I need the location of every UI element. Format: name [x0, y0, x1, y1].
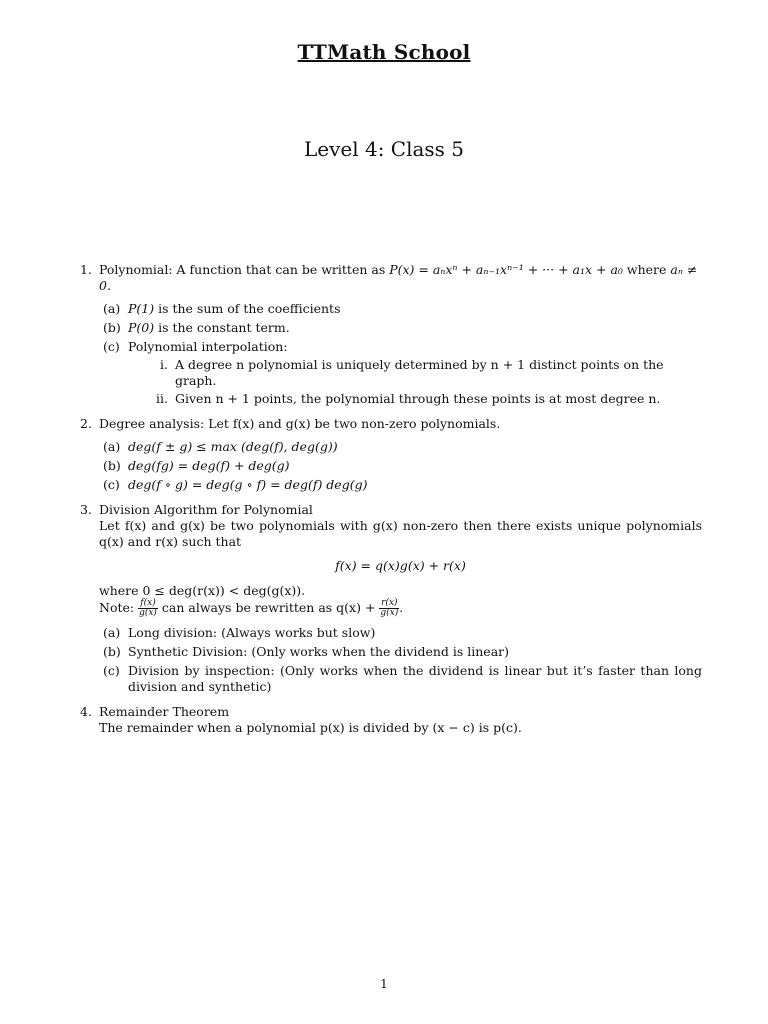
sub-item [99, 439, 702, 455]
level-title: Level 4: Class 5 [303, 137, 465, 161]
sub-item [99, 320, 702, 336]
item-title: Division Algorithm for Polynomial [99, 502, 313, 517]
list-item-1 [80, 262, 702, 407]
equation: f(x) = q(x)g(x) + r(x) [335, 558, 466, 573]
sub-item [99, 644, 702, 660]
math: P(1) [128, 301, 155, 316]
item-number: 1. [80, 262, 92, 277]
sub-label: (b) [103, 644, 121, 659]
fraction [138, 599, 158, 618]
sub-label: (a) [103, 439, 121, 454]
sub-item [99, 625, 702, 641]
sub-item [99, 477, 702, 493]
note-end: . [399, 600, 404, 615]
fraction-bottom: g(x) [380, 608, 399, 618]
text: Division by inspection: (Only works when the dividend is linear but it’s faster than long division and synthetic) [128, 663, 702, 694]
text: is the sum of the coefficients [154, 301, 341, 316]
text: is the constant term. [154, 320, 290, 335]
sub-label: (c) [103, 663, 120, 678]
condition: aₙ ≠ 0. [99, 262, 698, 293]
sub-label: (a) [103, 625, 121, 640]
text: where [622, 262, 671, 277]
sub-item [99, 663, 702, 695]
fraction-top: r(x) [381, 598, 398, 608]
sub-label: (b) [103, 458, 121, 473]
note-label: Note: [99, 600, 139, 615]
fraction-top: f(x) [138, 599, 158, 609]
item-number: 4. [80, 704, 92, 719]
page-number: 1 [380, 977, 388, 991]
sub-label: (b) [103, 320, 121, 335]
math: deg(fg) = deg(f) + deg(g) [128, 458, 290, 473]
subsub-label: i. [160, 357, 168, 372]
math: deg(f ∘ g) = deg(g ∘ f) = deg(f) deg(g) [128, 477, 368, 492]
note [99, 599, 702, 618]
item-number: 2. [80, 416, 92, 431]
subsub-list [128, 357, 702, 407]
where-text: where 0 ≤ deg(r(x)) < deg(g(x)). [99, 583, 306, 598]
item-text: Degree analysis: Let f(x) and g(x) be two non-zero polynomials. [99, 416, 501, 431]
sub-list [99, 439, 702, 493]
note-mid: can always be rewritten as q(x) + [157, 600, 380, 615]
text: Polynomial interpolation: [128, 339, 288, 354]
text: Long division: (Always works but slow) [128, 625, 376, 640]
fraction-bottom: g(x) [139, 608, 157, 618]
sub-label: (a) [103, 301, 121, 316]
content [80, 262, 702, 745]
item-body: Let f(x) and g(x) be two polynomials with g(x) non-zero then there exists unique polynomials q(x) and r(x) such that [99, 518, 702, 549]
sub-label: (c) [103, 477, 120, 492]
text: Synthetic Division: (Only works when the dividend is linear) [128, 644, 509, 659]
text: Given n + 1 points, the polynomial through these points is at most degree n. [175, 391, 661, 406]
list-item-4 [80, 704, 702, 736]
school-title: TTMath School [297, 40, 471, 64]
list-item-3 [80, 502, 702, 695]
list-item-2 [80, 416, 702, 493]
sub-item [99, 301, 702, 317]
sub-list [99, 625, 702, 695]
text: Polynomial: A function that can be written as [99, 262, 390, 277]
math: P(0) [128, 320, 155, 335]
item-title: Remainder Theorem [99, 704, 230, 719]
subsub-item [128, 391, 702, 407]
sub-item [99, 339, 702, 407]
item-text [99, 262, 702, 294]
item-body: The remainder when a polynomial p(x) is divided by (x − c) is p(c). [99, 720, 522, 735]
subsub-label: ii. [156, 391, 168, 406]
sub-item [99, 458, 702, 474]
sub-label: (c) [103, 339, 120, 354]
subsub-item [128, 357, 702, 389]
sub-list [99, 301, 702, 407]
math: deg(f ± g) ≤ max (deg(f), deg(g)) [128, 439, 338, 454]
text: A degree n polynomial is uniquely determined by n + 1 distinct points on the graph. [175, 357, 664, 388]
item-number: 3. [80, 502, 92, 517]
fraction [379, 599, 399, 618]
formula: P(x) = aₙxⁿ + aₙ₋₁xⁿ⁻¹ + ··· + a₁x + a₀ [389, 262, 623, 277]
